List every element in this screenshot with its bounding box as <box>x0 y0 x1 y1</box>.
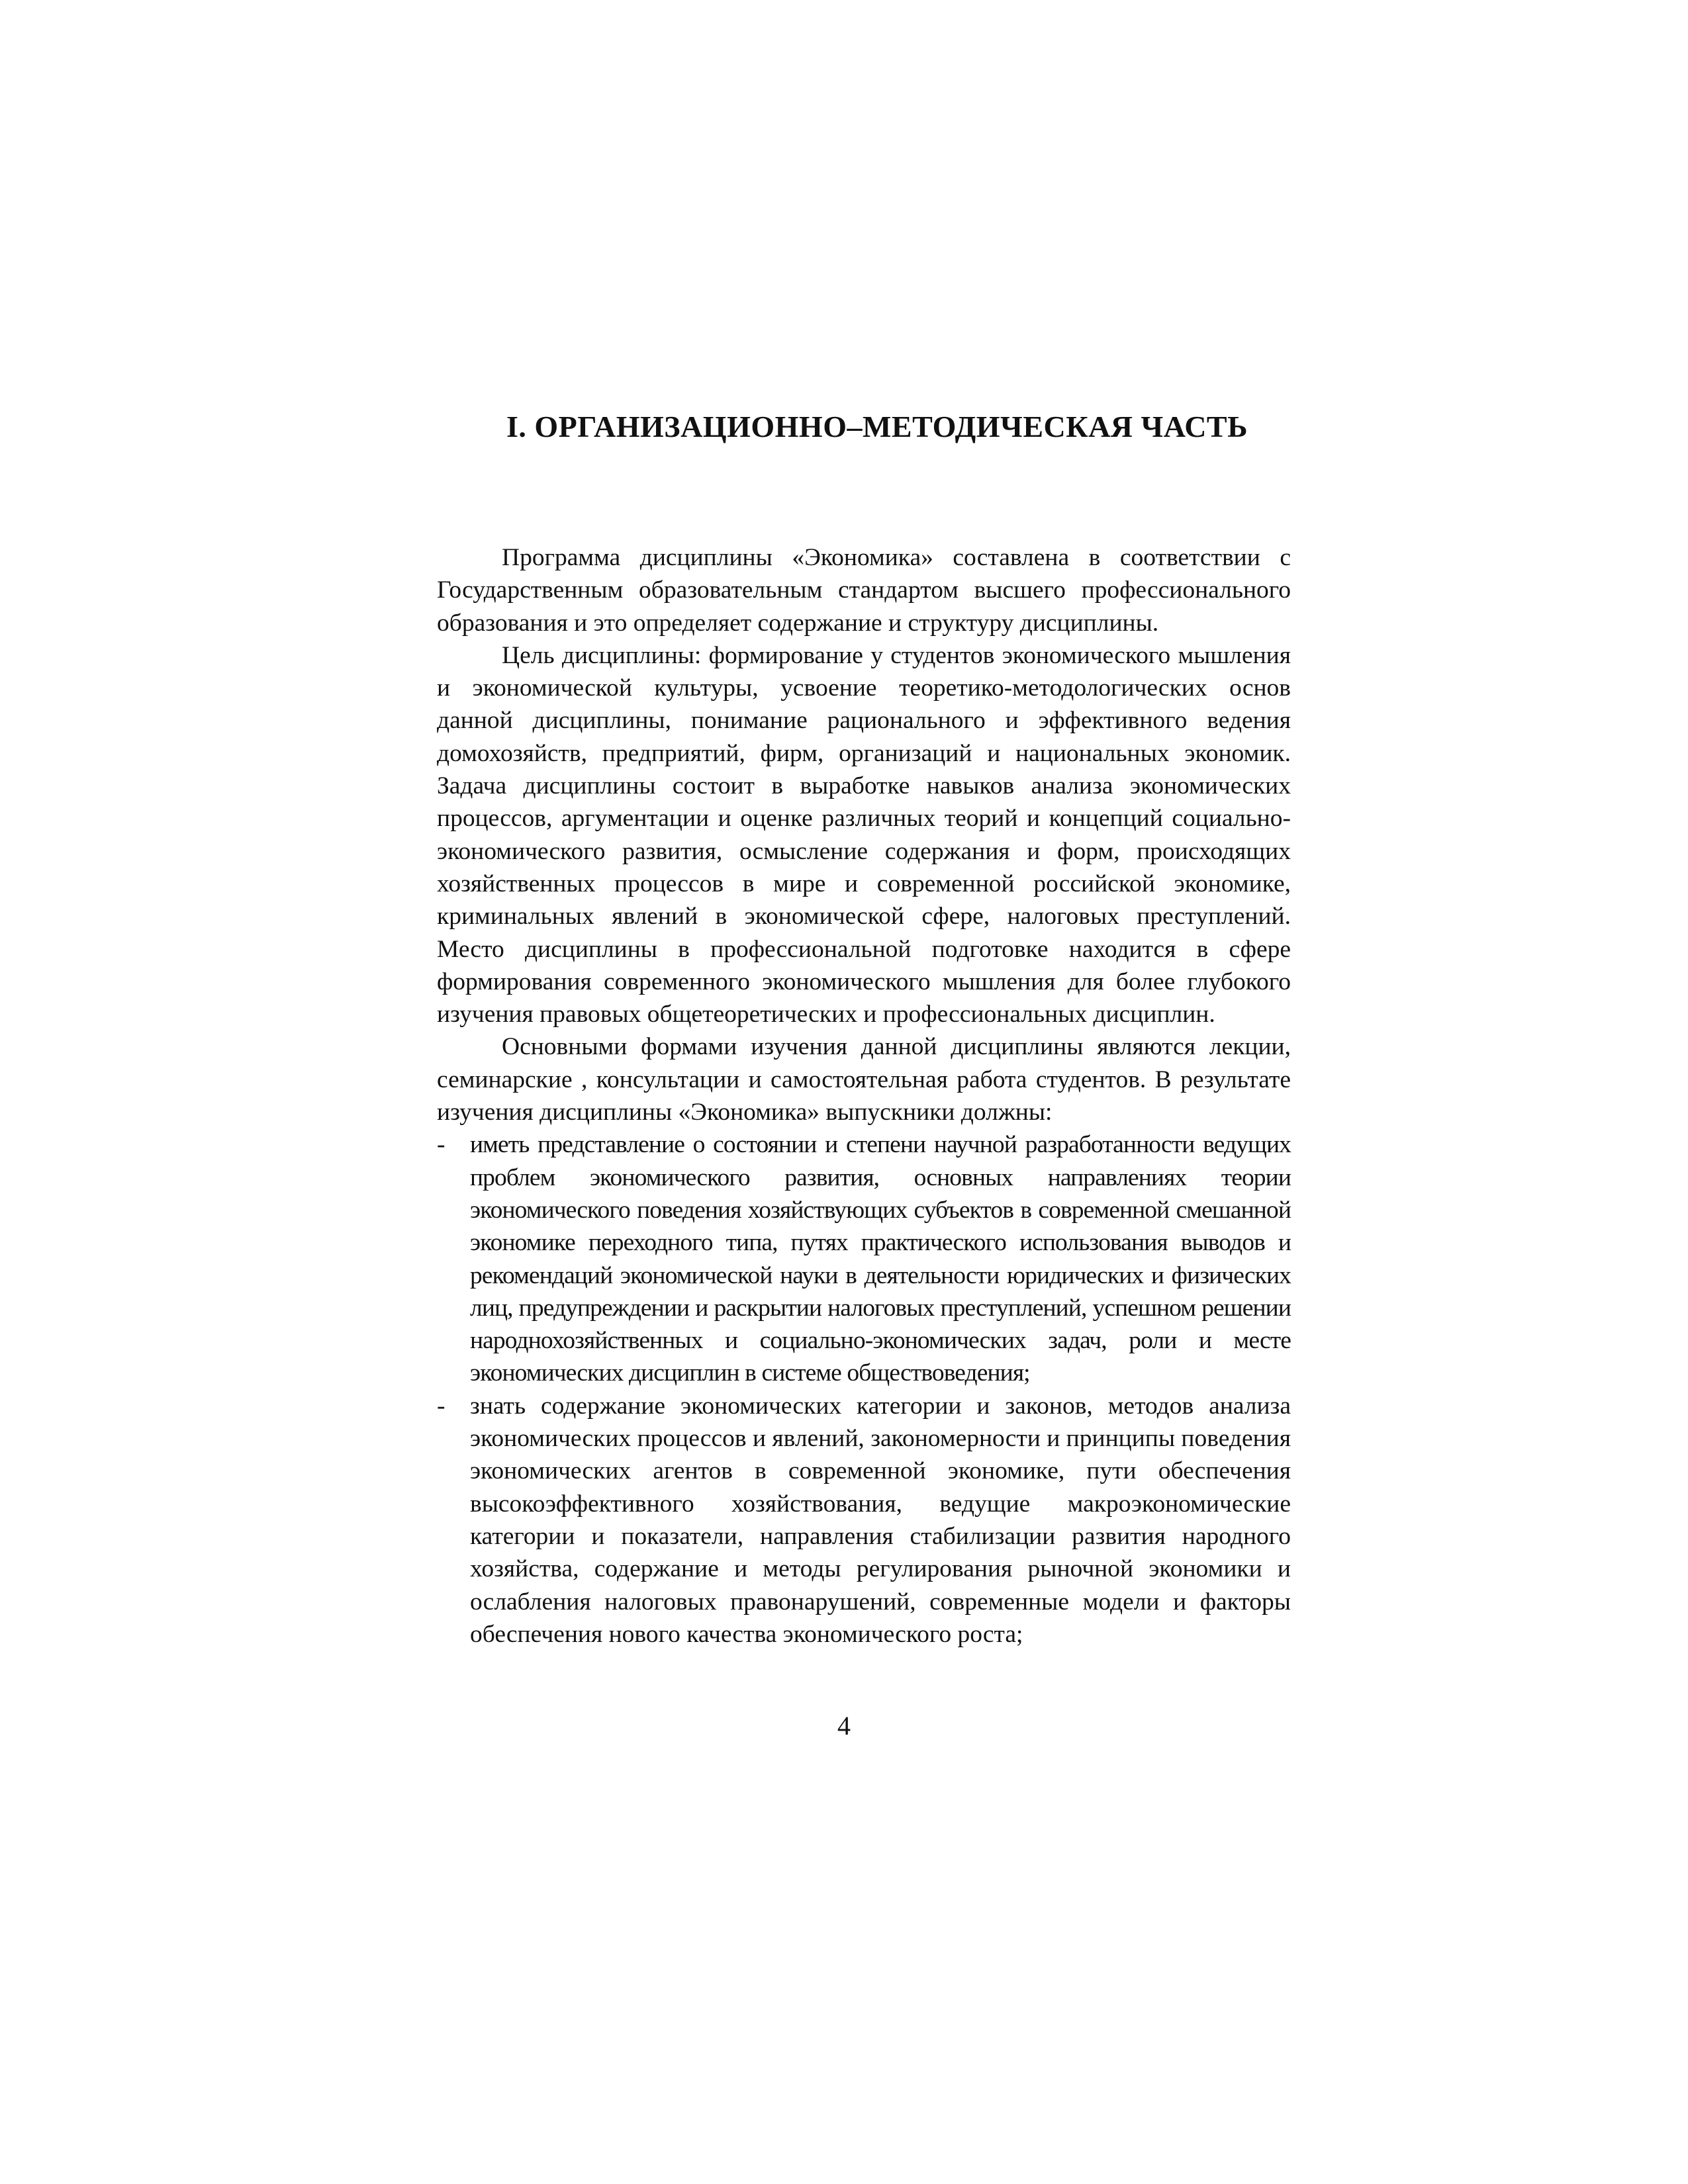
body-text <box>437 541 1291 1651</box>
dash-marker: - <box>437 1131 445 1159</box>
list-item <box>437 1390 1291 1651</box>
page-number: 4 <box>837 1711 851 1741</box>
list-item-text: иметь представление о состоянии и степени научной разработанности ведущих проблем экономического развития, основных направлениях теории экономического поведения хозяйствующих субъектов в современной смешанной экономике переходного типа, путях практического использования выводов и рекомендаций экономической науки в деятельности юридических и физических лиц, предупреждении и раскрытии налоговых преступлений, успешном решении народнохозяйственных и социально-экономических задач, роли и месте экономических дисциплин в системе обществоведения; <box>470 1131 1291 1387</box>
dash-marker: - <box>437 1392 445 1420</box>
section-heading: I. ОРГАНИЗАЦИОННО–МЕТОДИЧЕСКАЯ ЧАСТЬ <box>506 410 1248 443</box>
paragraph-program: Программа дисциплины «Экономика» составлена в соответствии с Государственным образовательным стандартом высшего профессионального образования и это определяет содержание и структуру дисциплины. <box>437 544 1291 637</box>
list-item <box>437 1128 1291 1389</box>
paragraph-goal: Цель дисциплины: формирование у студентов экономического мышления и экономической культуры, усвоение теоретико-методологических основ данной дисциплины, понимание рационального и эффективного ведения домохозяйств, предприятий, фирм, организаций и национальных экономик. Задача дисциплины состоит в выработке навыков анализа экономических процессов, аргументации и оценке различных теорий и концепций социально-экономического развития, осмысление содержания и форм, происходящих хозяйственных процессов в мире и современной российской экономике, криминальных явлений в экономической сфере, налоговых преступлений. Место дисциплины в профессиональной подготовке находится в сфере формирования современного экономического мышления для более глубокого изучения правовых общетеоретических и профессиональных дисциплин. <box>437 641 1291 1028</box>
requirements-list <box>437 1128 1291 1651</box>
paragraph-forms: Основными формами изучения данной дисциплины являются лекции, семинарские , консультации и самостоятельная работа студентов. В результате изучения дисциплины «Экономика» выпускники должны: <box>437 1033 1291 1126</box>
list-item-text: знать содержание экономических категории и законов, методов анализа экономических процессов и явлений, закономерности и принципы поведения экономических агентов в современной экономике, пути обеспечения высокоэффективного хозяйствования, ведущие макроэкономические категории и показатели, направления стабилизации развития народного хозяйства, содержание и методы регулирования рыночной экономики и ослабления налоговых правонарушений, современные модели и факторы обеспечения нового качества экономического роста; <box>470 1392 1291 1648</box>
